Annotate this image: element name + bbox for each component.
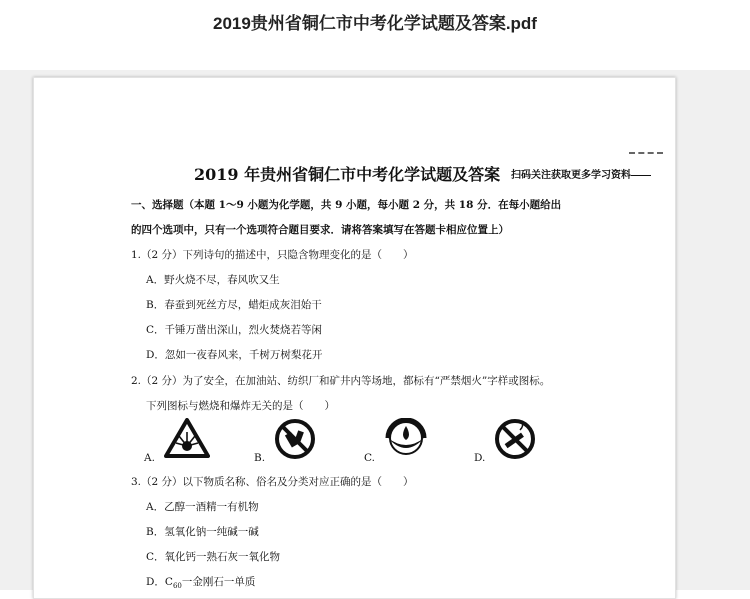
water-saving-icon [384, 418, 428, 462]
q3-option-d: D．$C_{60}$一金刚石一单质 [146, 576, 256, 591]
q2-label-c: C. [364, 452, 375, 464]
q2-stem: 2.（2 分）为了安全，在加油站、纺织厂和矿井内等场地，都标有“严禁烟火”字样或图标。 [131, 375, 551, 387]
q3-option-a: A．乙醇一酒精一有机物 [146, 501, 259, 513]
document-title: 2019 年贵州省铜仁市中考化学试题及答案 [194, 165, 501, 184]
pdf-page [33, 77, 676, 599]
q1-option-c: C．千锤万凿出深山，烈火焚烧若等闲 [146, 324, 323, 336]
decorative-dash [629, 152, 663, 156]
explosive-warning-icon [164, 418, 210, 462]
q2-label-d: D. [474, 452, 486, 464]
q1-option-b: B．春蚕到死丝方尽，蜡炬成灰泪始干 [146, 299, 322, 311]
file-title: 2019贵州省铜仁市中考化学试题及答案.pdf [213, 14, 537, 33]
q3-option-b: B．氢氧化钠一纯碱一碱 [146, 526, 259, 538]
no-fireworks-icon [274, 418, 316, 464]
q2-label-a: A. [144, 452, 155, 464]
promo-text: 扫码关注获取更多学习资料—— [511, 170, 651, 181]
q3-stem: 3.（2 分）以下物质名称、俗名及分类对应正确的是（ ） [131, 476, 414, 488]
q2-label-b: B. [254, 452, 266, 464]
section-heading-line1: 一、选择题（本题 1～9 小题为化学题，共 9 小题，每小题 2 分，共 18 分．在每小题给出 [131, 199, 562, 211]
q2-stem-continued: 下列图标与燃烧和爆炸无关的是（ ） [146, 400, 335, 412]
viewer-header [0, 0, 750, 70]
q1-option-a: A．野火烧不尽，春风吹又生 [146, 274, 280, 286]
q1-stem: 1.（2 分）下列诗句的描述中，只隐含物理变化的是（ ） [131, 249, 414, 261]
q3-option-c: C．氧化钙一熟石灰一氧化物 [146, 551, 281, 563]
no-smoking-icon [494, 418, 536, 464]
q1-option-d: D．忽如一夜春风来，千树万树梨花开 [146, 349, 323, 361]
section-heading-line2: 的四个选项中，只有一个选项符合题目要求．请将答案填写在答题卡相应位置上） [131, 224, 509, 236]
